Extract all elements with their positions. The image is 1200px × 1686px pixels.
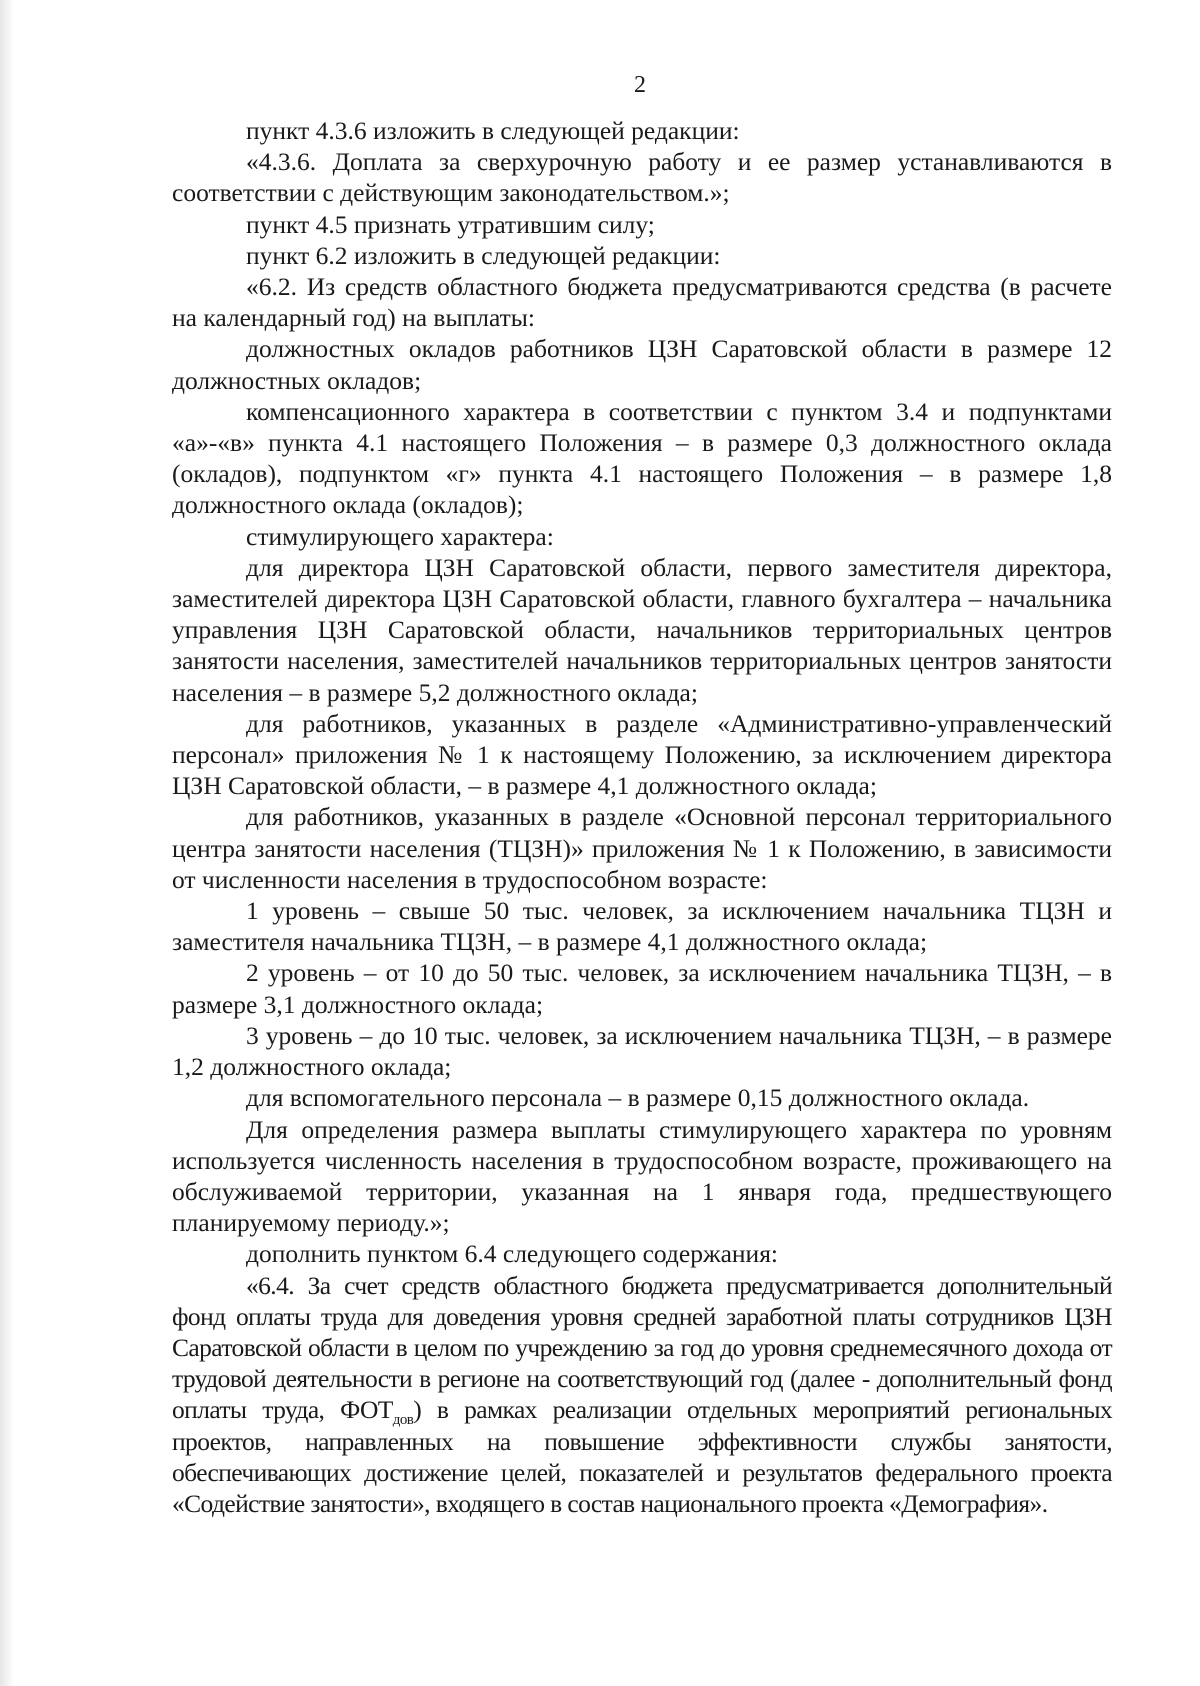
scan-edge — [0, 0, 14, 1686]
paragraph: пункт 6.2 изложить в следующей редакции: — [246, 240, 721, 270]
paragraph: для работников, указанных в разделе «Основной персонал территориального центра занятости населения (ТЦЗН)» приложения № 1 к Положению, в зависимости от численности населения в трудоспособном возрасте: — [172, 802, 1112, 894]
paragraph: «4.3.6. Доплата за сверхурочную работу и ее размер устанавливаются в соответствии с действующим законодательством.»; — [172, 147, 1112, 208]
paragraph: должностных окладов работников ЦЗН Саратовской области в размере 12 должностных окладов; — [172, 334, 1112, 395]
paragraph: 3 уровень – до 10 тыс. человек, за исключением начальника ТЦЗН, – в размере 1,2 должностного оклада; — [172, 1020, 1112, 1082]
paragraph: для директора ЦЗН Саратовской области, первого заместителя директора, заместителей директора ЦЗН Саратовской области, главного бухгалтера – начальника управления ЦЗН Саратовской области, начальников территориальных центров занятости населения, заместителей начальников территориальных центров занятости населения – в размере 5,2 должностного оклада; — [172, 552, 1112, 707]
paragraph-6-4-text: «6.4. За счет средств областного бюджета предусматривается дополнительный фонд оплаты труда для доведения уровня средней заработной платы сотрудников ЦЗН Саратовской области в целом по учреждению за год до уровня среднемесячного дохода от трудовой деятельности в регионе на соответствующий год (далее - дополнительный фонд оплаты труда, ФОТ — [172, 1270, 1112, 1425]
page-number: 2 — [634, 72, 646, 98]
paragraph: Для определения размера выплаты стимулирующего характера по уровням используется численность населения в трудоспособном возрасте, проживающего на обслуживаемой территории, указанная на 1 января года, предшествующего планируемому периоду.»; — [172, 1114, 1112, 1238]
paragraph: дополнить пунктом 6.4 следующего содержания: — [246, 1239, 779, 1269]
paragraph-6-4 — [172, 1270, 1112, 1520]
paragraph: для вспомогательного персонала – в размере 0,15 должностного оклада. — [246, 1083, 1030, 1113]
paragraph: пункт 4.3.6 изложить в следующей редакции: — [246, 116, 740, 145]
paragraph: стимулирующего характера: — [246, 521, 554, 551]
paragraph: для работников, указанных в разделе «Административно-управленческий персонал» приложения № 1 к настоящему Положению, за исключением директора ЦЗН Саратовской области, – в размере 4,1 должностного оклада; — [172, 708, 1112, 801]
document-body — [172, 115, 1112, 1519]
paragraph-6-4-text-end: ) в рамках реализации отдельных мероприятий региональных проектов, направленных на повышение эффективности службы занятости, обеспечивающих достижение целей, показателей и результатов федерального проекта «Содействие занятости», входящего в состав национального проекта «Демография». — [172, 1395, 1112, 1518]
paragraph: компенсационного характера в соответствии с пунктом 3.4 и подпунктами «а»-«в» пункта 4.1 настоящего Положения – в размере 0,3 должностного оклада (окладов), подпунктом «г» пункта 4.1 настоящего Положения – в размере 1,8 должностного оклада (окладов); — [172, 396, 1112, 520]
paragraph: 1 уровень – свыше 50 тыс. человек, за исключением начальника ТЦЗН и заместителя начальника ТЦЗН, – в размере 4,1 должностного оклада; — [172, 896, 1112, 957]
paragraph: «6.2. Из средств областного бюджета предусматриваются средства (в расчете на календарный год) на выплаты: — [172, 272, 1112, 333]
paragraph: 2 уровень – от 10 до 50 тыс. человек, за исключением начальника ТЦЗН, – в размере 3,1 должностного оклада; — [172, 958, 1112, 1019]
paragraph: пункт 4.5 признать утратившим силу; — [246, 209, 655, 239]
subscript-dov: дов — [392, 1412, 414, 1429]
